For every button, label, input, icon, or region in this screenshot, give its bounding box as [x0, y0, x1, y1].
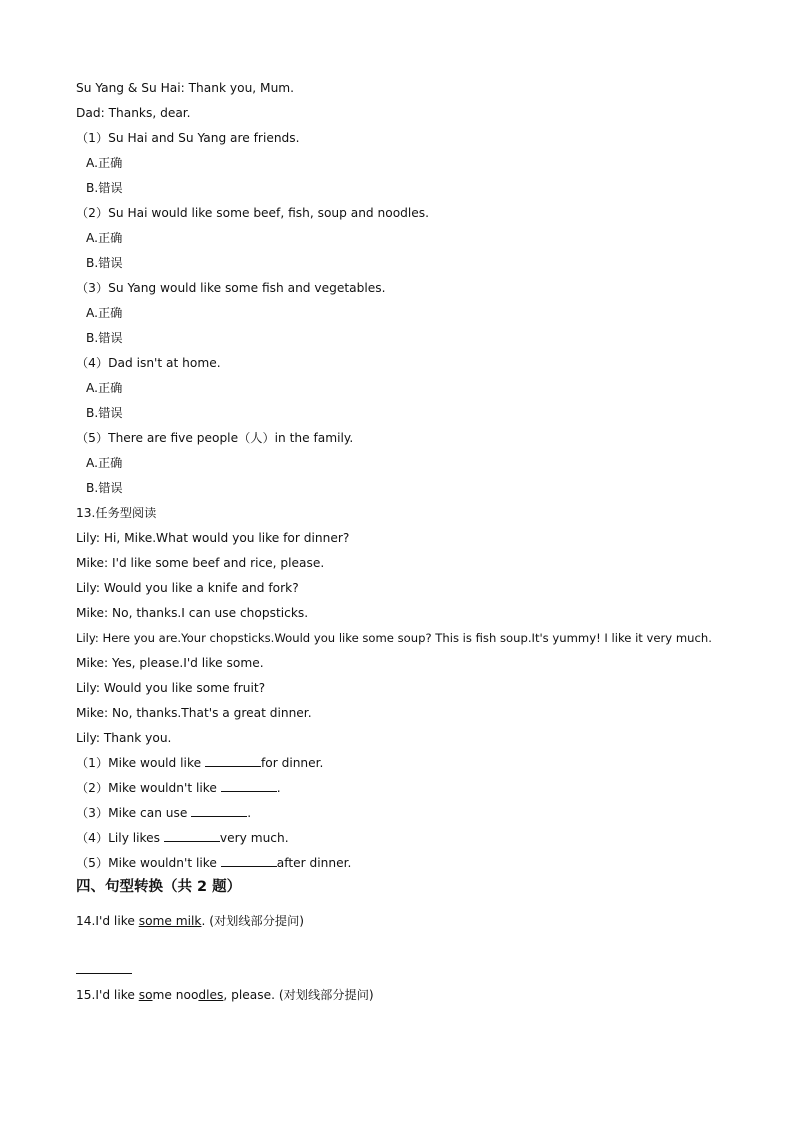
- question-stem: （1）Su Hai and Su Yang are friends.: [76, 131, 300, 145]
- dialogue-line: Lily: Hi, Mike.What would you like for dinner?: [76, 531, 350, 545]
- question-text: me noo: [152, 988, 199, 1002]
- answer-blank[interactable]: [191, 805, 247, 817]
- dialogue-line: Mike: I'd like some beef and rice, please.: [76, 556, 325, 570]
- answer-blank[interactable]: [221, 780, 277, 792]
- underlined-text: dles: [198, 988, 224, 1002]
- rewrite-question: [76, 987, 374, 1003]
- question-stem: （3）Su Yang would like some fish and vegetables.: [76, 281, 386, 295]
- underlined-text: so: [138, 988, 153, 1002]
- section-heading: 四、句型转换（共 2 题）: [76, 879, 242, 895]
- question-text: .: [247, 806, 252, 820]
- option-a: A.正确: [86, 156, 123, 170]
- question-text: （3）Mike can use: [76, 806, 192, 820]
- question-text: 15.I'd like: [76, 988, 139, 1002]
- question-text: （2）Mike wouldn't like: [76, 781, 221, 795]
- fill-blank-question: [76, 755, 323, 771]
- option-b: B.错误: [86, 256, 123, 270]
- question-text: （5）Mike wouldn't like: [76, 856, 221, 870]
- option-b: B.错误: [86, 481, 123, 495]
- question-text: （1）Mike would like: [76, 756, 205, 770]
- question-text: . (对划线部分提问): [201, 914, 305, 928]
- question-stem: （5）There are five people（人）in the family.: [76, 431, 354, 445]
- question-stem: （2）Su Hai would like some beef, fish, soup and noodles.: [76, 206, 430, 220]
- question-text: very much.: [219, 831, 289, 845]
- answer-blank[interactable]: [164, 830, 220, 842]
- answer-blank[interactable]: [221, 855, 277, 867]
- dialogue-line: Mike: Yes, please.I'd like some.: [76, 656, 264, 670]
- question-text: after dinner.: [276, 856, 352, 870]
- question-stem: （4）Dad isn't at home.: [76, 356, 221, 370]
- fill-blank-question: [76, 780, 281, 796]
- option-a: A.正确: [86, 306, 123, 320]
- fill-blank-question: [76, 830, 289, 846]
- dialogue-line: Lily: Would you like a knife and fork?: [76, 581, 299, 595]
- question-text: .: [276, 781, 281, 795]
- dialogue-line: Lily: Thank you.: [76, 731, 172, 745]
- dialogue-line: Lily: Here you are.Your chopsticks.Would you like some soup? This is fish soup.It's yummy! I like it very much.: [76, 631, 712, 645]
- fill-blank-question: [76, 805, 251, 821]
- question-text: （4）Lily likes: [76, 831, 164, 845]
- question-title: 13.任务型阅读: [76, 506, 157, 520]
- dialogue-line: Lily: Would you like some fruit?: [76, 681, 266, 695]
- answer-line[interactable]: [76, 973, 132, 974]
- rewrite-question: [76, 913, 304, 929]
- option-a: A.正确: [86, 456, 123, 470]
- question-text: for dinner.: [260, 756, 324, 770]
- dialogue-line: Mike: No, thanks.I can use chopsticks.: [76, 606, 309, 620]
- option-b: B.错误: [86, 181, 123, 195]
- answer-blank[interactable]: [205, 755, 261, 767]
- option-b: B.错误: [86, 406, 123, 420]
- fill-blank-question: [76, 855, 351, 871]
- option-b: B.错误: [86, 331, 123, 345]
- dialogue-line: Su Yang & Su Hai: Thank you, Mum.: [76, 81, 295, 95]
- dialogue-line: Dad: Thanks, dear.: [76, 106, 191, 120]
- option-a: A.正确: [86, 231, 123, 245]
- dialogue-line: Mike: No, thanks.That's a great dinner.: [76, 706, 312, 720]
- option-a: A.正确: [86, 381, 123, 395]
- underlined-text: some milk: [138, 914, 202, 928]
- question-text: 14.I'd like: [76, 914, 139, 928]
- question-text: , please. (对划线部分提问): [223, 988, 374, 1002]
